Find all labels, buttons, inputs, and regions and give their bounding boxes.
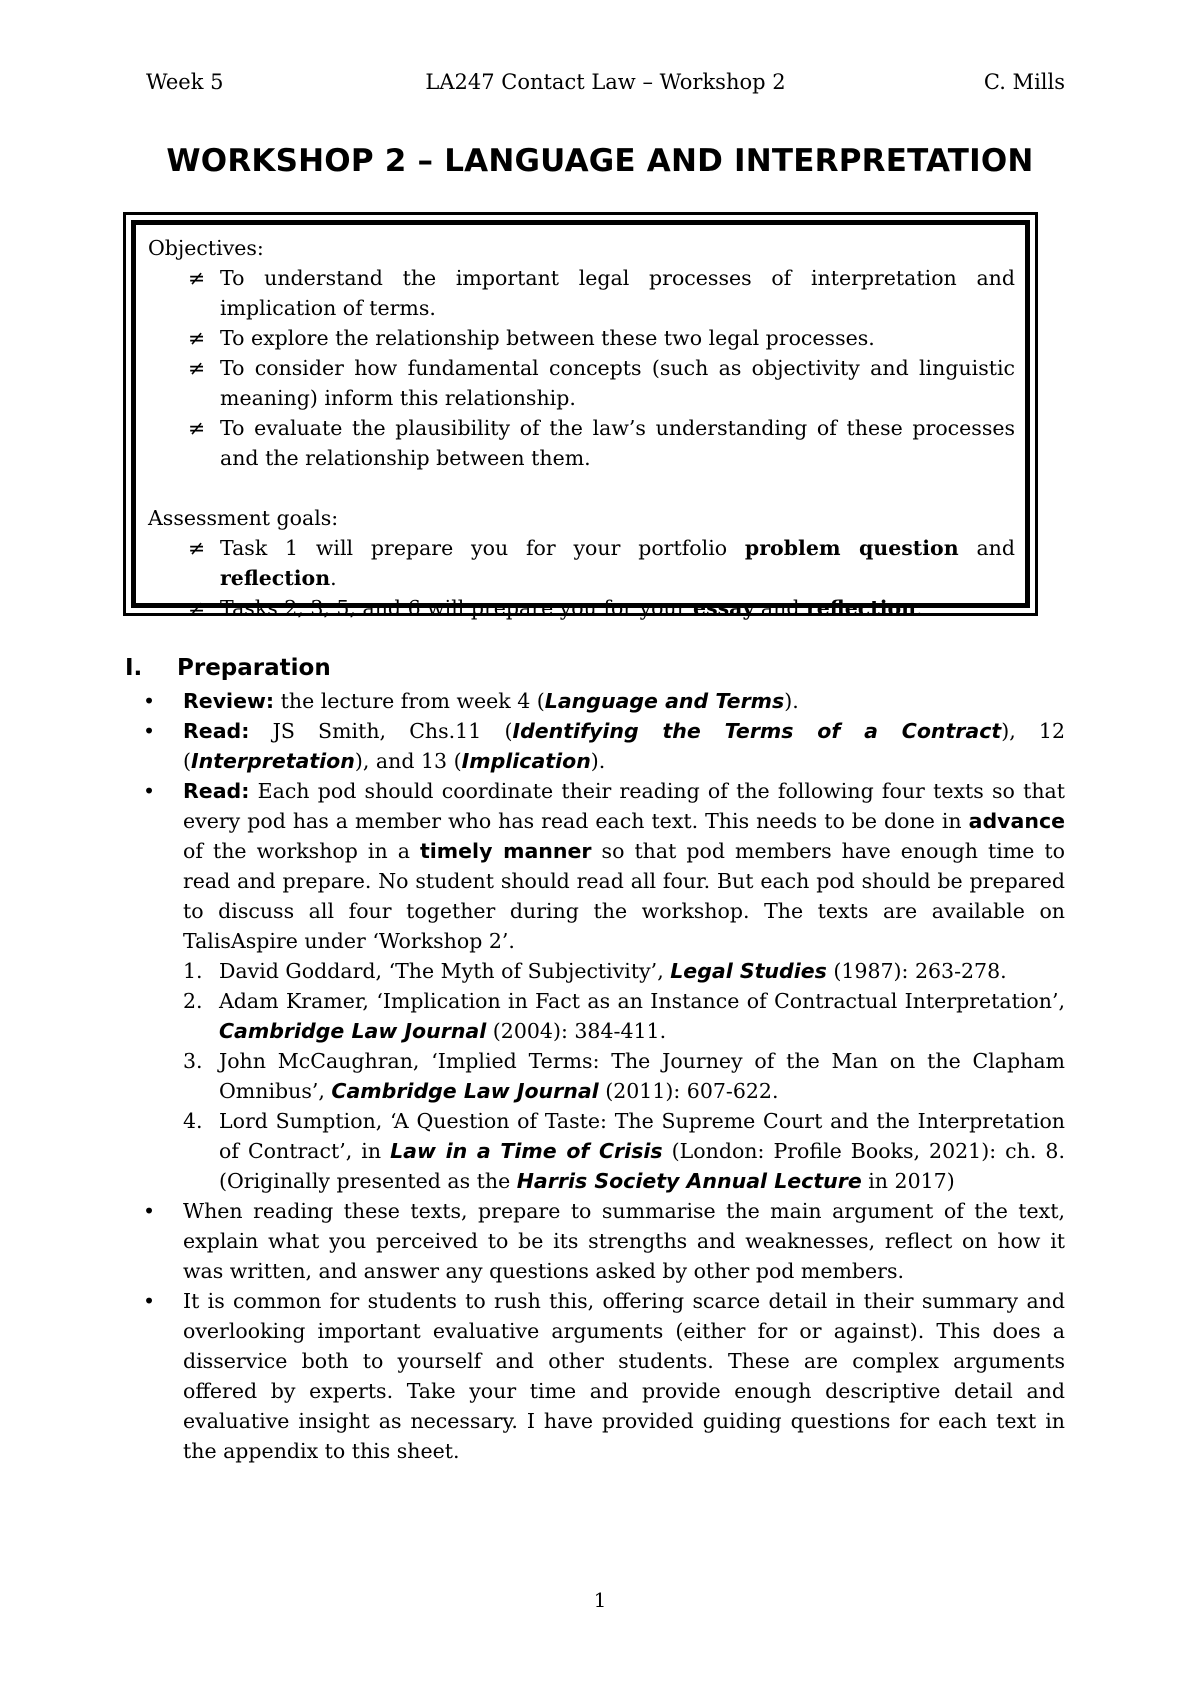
objectives-label: Objectives: — [148, 236, 264, 260]
objectives-box-inner — [131, 220, 1030, 620]
header-author: C. Mills — [983, 70, 1065, 94]
reading-item: 4. Lord Sumption, ‘A Question of Taste: The Supreme Court and the Interpretation of Contract’, in Law in a Time of Crisis (London: Profile Books, 2021): ch. 8. (Originally presented as the Harris Society Annual Lecture in 2017) — [183, 1109, 1065, 1193]
bullet-icon: • — [143, 779, 156, 803]
bullet-when-reading: • When reading these texts, prepare to summarise the main argument of the text, explain what you perceived to be its strengths and weaknesses, reflect on how it was written, and answer any questions asked by other pod members. — [125, 1196, 1065, 1286]
assessment-item: ≠ Tasks 2, 3, 5, and 6 will prepare you for your essay and reflection. — [148, 593, 1015, 623]
objective-item: ≠ To evaluate the plausibility of the law’s understanding of these processes and the relationship between them. — [148, 413, 1015, 473]
header-week: Week 5 — [146, 70, 224, 94]
reading-item: 1. David Goddard, ‘The Myth of Subjectivity’, Legal Studies (1987): 263-278. — [183, 959, 1007, 983]
bullet-icon: • — [143, 719, 156, 743]
assessment-list — [148, 533, 1015, 623]
not-equal-bullet-icon: ≠ — [188, 356, 206, 380]
objectives-box — [123, 212, 1038, 620]
reading-list — [183, 956, 1065, 1196]
main-content — [125, 652, 1065, 1466]
bullet-read-smith: • Read: JS Smith, Chs.11 (Identifying the Terms of a Contract), 12 (Interpretation), and 13 (Implication). — [125, 716, 1065, 776]
not-equal-bullet-icon: ≠ — [188, 536, 206, 560]
not-equal-bullet-icon: ≠ — [188, 416, 206, 440]
reading-item: 2. Adam Kramer, ‘Implication in Fact as an Instance of Contractual Interpretation’, Cambridge Law Journal (2004): 384-411. — [183, 989, 1065, 1043]
header-course: LA247 Contact Law – Workshop 2 — [425, 70, 786, 94]
page-title: WORKSHOP 2 – LANGUAGE AND INTERPRETATION — [166, 143, 1034, 179]
bullet-read-pods: • Read: Each pod should coordinate their reading of the following four texts so that every pod has a member who has read each text. This needs to be done in advance of the workshop in a timely manner so that pod members have enough time to read and prepare. No student should read all four. But each pod should be prepared to discuss all four together during the workshop. The texts are available on TalisAspire under ‘Workshop 2’. 1. David Goddard, ‘The Myth of Subjectivity’, Legal Studies (1987): 263-278. 2. Adam Kramer, ‘Implication in Fact as an Instance of Contractual Interpretation’, Cambridge Law Journal (2004): 384-411. 3. John McCaughran, ‘Implied Terms: The Journey of the Man on the Clapham Omnibus’, Cambridge Law Journal (2011): 607-622. 4. Lord Sumption, ‘A Question of Taste: The Supreme Court and the Interpretation of Contract’, in Law in a Time of Crisis (London: Profile Books, 2021): ch. 8. (Originally presented as the Harris Society Annual Lecture in 2017) — [125, 776, 1065, 1196]
not-equal-bullet-icon: ≠ — [188, 266, 206, 290]
bullet-common: • It is common for students to rush this, offering scarce detail in their summary and overlooking important evaluative arguments (either for or against). This does a disservice both to yourself and other students. These are complex arguments offered by experts. Take your time and provide enough descriptive detail and evaluative insight as necessary. I have provided guiding questions for each text in the appendix to this sheet. — [125, 1286, 1065, 1466]
preparation-list — [125, 686, 1065, 1466]
assessment-item: ≠ Task 1 will prepare you for your portfolio problem question and reflection. — [148, 533, 1015, 593]
page-number: 1 — [593, 1588, 607, 1612]
reading-item: 3. John McCaughran, ‘Implied Terms: The Journey of the Man on the Clapham Omnibus’, Cambridge Law Journal (2011): 607-622. — [183, 1049, 1065, 1103]
objective-item: ≠ To understand the important legal processes of interpretation and implication of terms. — [148, 263, 1015, 323]
bullet-icon: • — [143, 689, 156, 713]
assessment-label: Assessment goals: — [148, 506, 339, 530]
bullet-review: • Review: the lecture from week 4 (Language and Terms). — [125, 686, 1065, 716]
objectives-list — [148, 263, 1015, 473]
section-heading: I. Preparation — [125, 655, 331, 681]
not-equal-bullet-icon: ≠ — [188, 326, 206, 350]
objective-item: ≠ To explore the relationship between these two legal processes. — [148, 323, 1015, 353]
bullet-icon: • — [143, 1199, 156, 1223]
page-header — [146, 70, 1065, 102]
objective-item: ≠ To consider how fundamental concepts (such as objectivity and linguistic meaning) inform this relationship. — [148, 353, 1015, 413]
not-equal-bullet-icon: ≠ — [188, 596, 206, 620]
bullet-icon: • — [143, 1289, 156, 1313]
